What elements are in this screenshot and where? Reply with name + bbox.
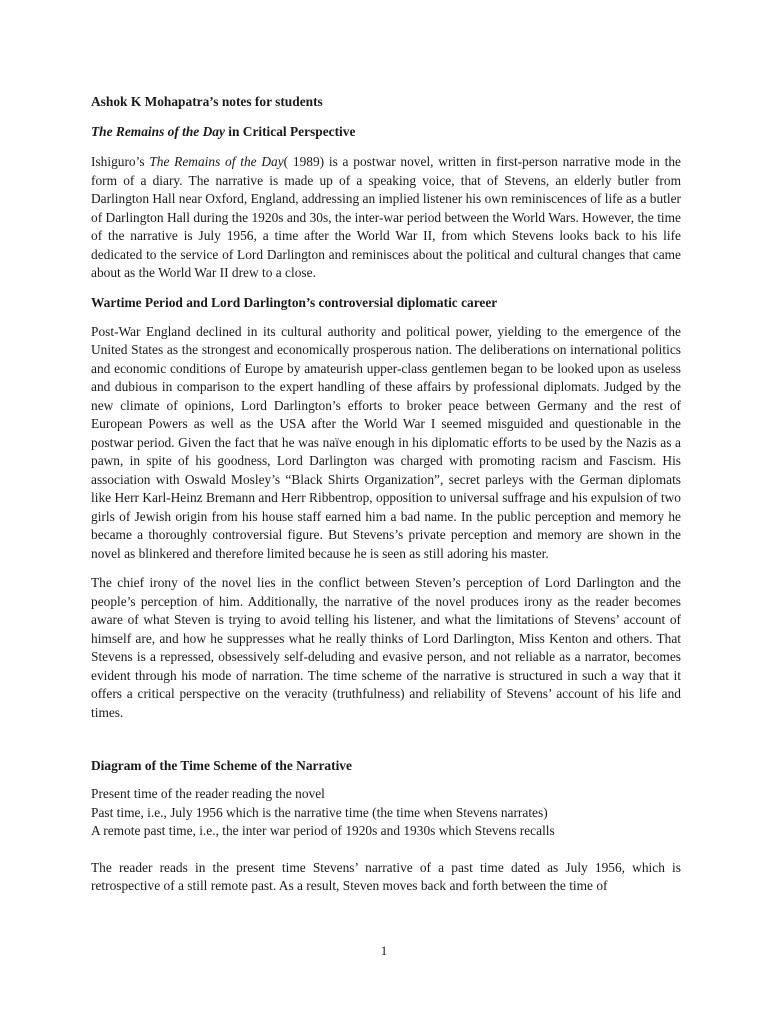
section-heading-wartime: Wartime Period and Lord Darlington’s controversial diplomatic career [91,294,498,310]
section-heading-diagram: Diagram of the Time Scheme of the Narrative [91,758,352,773]
subtitle-rest: in Critical Perspective [224,124,356,139]
novel-title: The Remains of the Day [91,124,225,139]
document-page [91,93,681,896]
document-subtitle [91,123,681,141]
intro-lead: Ishiguro’s [91,154,150,169]
time-line-remote: A remote past time, i.e., the inter war period of 1920s and 1930s which Stevens recalls [91,823,555,838]
author-heading: Ashok K Mohapatra’s notes for students [91,94,323,109]
time-line-present: Present time of the reader reading the novel [91,786,325,801]
closing-paragraph: The reader reads in the present time Stevens’ narrative of a past time dated as July 1956, which is retrospective of a still remote past. As a result, Steven moves back and forth between the time of [91,859,681,893]
intro-body: ( 1989) is a postwar novel, written in first-person narrative mode in the form of a diary. The narrative is made up of a speaking voice, that of Stevens, an elderly butler from Darlington Hall near Oxford, England, addressing an implied listener his own reminiscences of life as a butler of Darlington Hall during the 1920s and 30s, the inter-war period between the World Wars. However, the time of the narrative is July 1956, a time after the World War II, from which Stevens looks back to his life dedicated to the service of Lord Darlington and reminisces about the political and cultural changes that came about as the World War II drew to a close. [91,154,681,280]
page-number: 1 [380,943,388,958]
intro-paragraph [91,153,681,283]
time-line-past: Past time, i.e., July 1956 which is the narrative time (the time when Stevens narrates) [91,804,548,820]
wartime-paragraph-1: Post-War England declined in its cultural authority and political power, yielding to the emergence of the United States as the strongest and economically prosperous nation. The deliberations on international politics and economic conditions of Europe by amateurish upper-class gentlemen began to be looked upon as useless and dubious in comparison to the expert handling of these affairs by professional diplomats. Judged by the new climate of opinions, Lord Darlington’s efforts to broker peace between Germany and the rest of European Powers as well as the USA after the World War I seemed misguided and questionable in the postwar period. Given the fact that he was naïve enough in his diplomatic efforts to be used by the Nazis as a pawn, in spite of his goodness, Lord Darlington was charged with promoting racism and Fascism. His association with Oswald Mosley’s “Black Shirts Organization”, secret parleys with the German diplomats like Herr Karl-Heinz Bremann and Herr Ribbentrop, opposition to universal suffrage and his expulsion of two girls of Jewish origin from his house staff earned him a bad name. In the public perception and memory he became a thoroughly controversial figure. But Stevens’s private perception and memory are shown in the novel as blinkered and therefore limited because he is seen as still adoring his master. [91,323,681,561]
intro-title: The Remains of the Day [149,154,284,169]
time-scheme-list [91,785,681,841]
wartime-paragraph-2: The chief irony of the novel lies in the conflict between Steven’s perception of Lord Darlington and the people’s perception of him. Additionally, the narrative of the novel produces irony as the reader becomes aware of what Steven is trying to avoid telling his listener, and what the limitations of Stevens’ account of himself are, and how he suppresses what he really thinks of Lord Darlington, Miss Kenton and others. That Stevens is a repressed, obsessively self-deluding and evasive person, and not reliable as a narrator, becomes evident through his mode of narration. The time scheme of the narrative is structured in such a way that it offers a critical perspective on the veracity (truthfulness) and reliability of Stevens’ account of his life and times. [91,575,681,720]
